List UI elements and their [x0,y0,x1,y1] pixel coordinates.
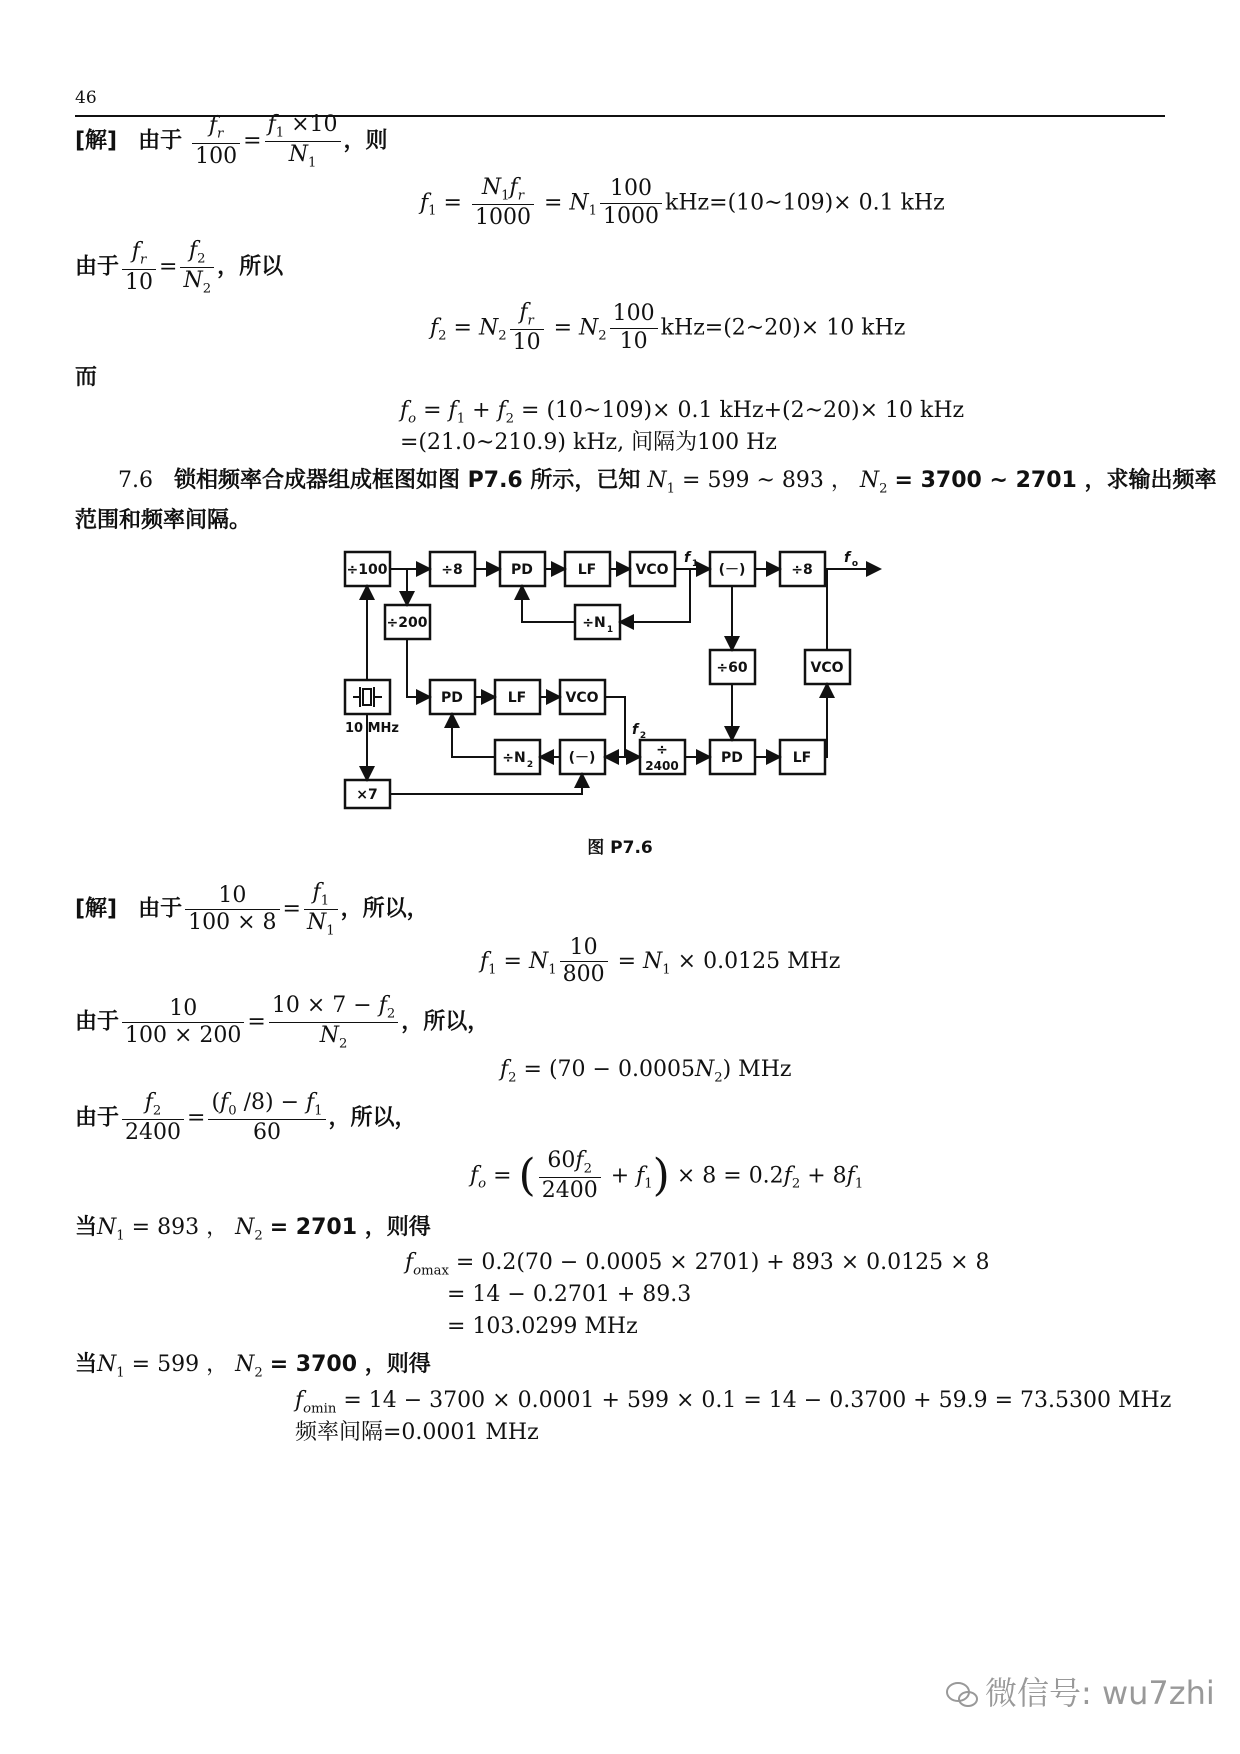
wechat-icon [945,1681,979,1709]
eq-fo-2: =(21.0~210.9) kHz, 间隔为100 Hz [400,430,777,455]
lf1-label: LF [577,562,597,578]
div60-label: ÷60 [716,660,748,676]
f2-label: f [631,722,639,738]
eq-fomax-1: $f_{omax} = 0.2(70 - 0.0005 \times 2701) + 893 \times 0.0125 \times 8$ [405,1250,990,1279]
case-min: 当$N_1 = 599$ ， $N_2 = 3700$ ，则得 [75,1352,431,1381]
problem-number: 7.6 [118,468,153,493]
div200-label: ÷200 [386,615,428,631]
pd3-label: PD [721,750,743,766]
eq2-fo: $f_o$ = ( $\frac{60f_2}{2400}$ + $f_1) \times 8 = 0.2f_2 + 8f_1$ [470,1148,864,1204]
figure-caption: 图 P7.6 [587,838,653,858]
f1-sub: 1 [691,559,699,569]
case-max: 当$N_1 = 893$ ， $N_2 = 2701$ ，则得 [75,1215,431,1244]
sol2-line2: 由于 $\frac{10}{100 \times 200}$ = $\frac{10 \times 7 - f_2}{N_2}$ ，所以， [75,993,490,1052]
watermark-text: 微信号: wu7zhi [985,1674,1215,1712]
pd1-label: PD [511,562,533,578]
f1-label: f [683,550,691,566]
watermark [945,1668,1215,1714]
div8a-label: ÷8 [441,562,463,578]
div2400-num: 2400 [645,759,679,773]
divn1-sub: 1 [606,625,614,635]
vco3-label: VCO [810,660,844,676]
crystal-icon [353,687,382,707]
solution-label: [解] [75,128,118,154]
divn2-sub: 2 [526,760,534,770]
and-word: 而 [75,365,98,390]
div100-label: ÷100 [346,562,388,578]
eq-fomax-3: = 103.0299 MHz [447,1314,638,1339]
pd2-label: PD [441,690,463,706]
sol2-line1: [解] 由于 $\frac{10}{100 \times 8}$ = $\frac{f_1}{N_1}$ ，所以， [75,880,429,939]
eq-f2: $f_2 = N_2$ $\frac{f_r}{10}$ = $N_2$ $\frac{100}{10}$ kHz=(2~20)× 10 kHz [430,300,906,356]
eq-f1: $f_1$ = $\frac{N_1f_r}{1000}$ = $N_1$ $\frac{100}{1000}$ kHz=(10~109)× 0.1 kHz [420,175,945,231]
fo-label: f [843,550,851,566]
divn1-label: ÷N [582,615,606,631]
problem-line2: 范围和频率间隔。 [75,508,252,533]
problem-line1: 7.6 锁相频率合成器组成框图如图 P7.6 所示，已知 $N_1 = 599$ ~ 893 ， $N_2 = 3700$ ~ 2701 ，求输出频率 [118,468,1217,497]
page-number: 46 [75,88,97,108]
freq-spacing: 频率间隔=0.0001 MHz [295,1420,539,1445]
osc-freq-label: 10 MHz [345,721,399,736]
eq-fomin: $f_{omin} = 14 - 3700 \times 0.0001 + 599 \times 0.1 = 14 - 0.3700 + 59.9 = 73.5300$ MHz [295,1388,1172,1417]
sub1-label: (－) [718,562,746,578]
div2400-sym: ÷ [656,742,668,758]
divn2-label: ÷N [502,750,526,766]
vco2-label: VCO [565,690,599,706]
fo-sub: o [851,559,859,569]
f2-sub: 2 [639,731,647,741]
sol1-line2: 由于 $\frac{f_r}{10}$ = $\frac{f_2}{N_2}$ ，所以 [75,238,284,297]
sol1-line1: [解] 由于 $\frac{f_r}{100}$ = $\frac{f_1 \times 10}{N_1}$ ，则 [75,112,388,171]
diagram-svg [335,540,905,810]
div8b-label: ÷8 [791,562,813,578]
eq-fomax-2: = 14 − 0.2701 + 89.3 [447,1282,692,1307]
eq2-f2: $f_2 = (70 - 0.0005N_2)$ MHz [500,1057,792,1086]
osc-block [345,680,390,714]
eq-fo-1: $f_o = f_1 + f_2$ = (10~109)× 0.1 kHz+(2~20)× 10 kHz [400,398,965,427]
sol2-line3: 由于 $\frac{f_2}{2400}$ = $\frac{(f_0 /8) - f_1}{60}$ ，所以， [75,1090,417,1146]
eq2-f1: $f_1 = N_1$ $\frac{10}{800}$ = $N_1 \times 0.0125$ MHz [480,935,841,988]
x7-label: ×7 [356,787,378,803]
block-diagram [335,540,905,814]
fraction: $\frac{f_r}{100}$ [192,113,240,170]
lf2-label: LF [507,690,527,706]
sub2-label: (－) [568,750,596,766]
lf3-label: LF [792,750,812,766]
vco1-label: VCO [635,562,669,578]
